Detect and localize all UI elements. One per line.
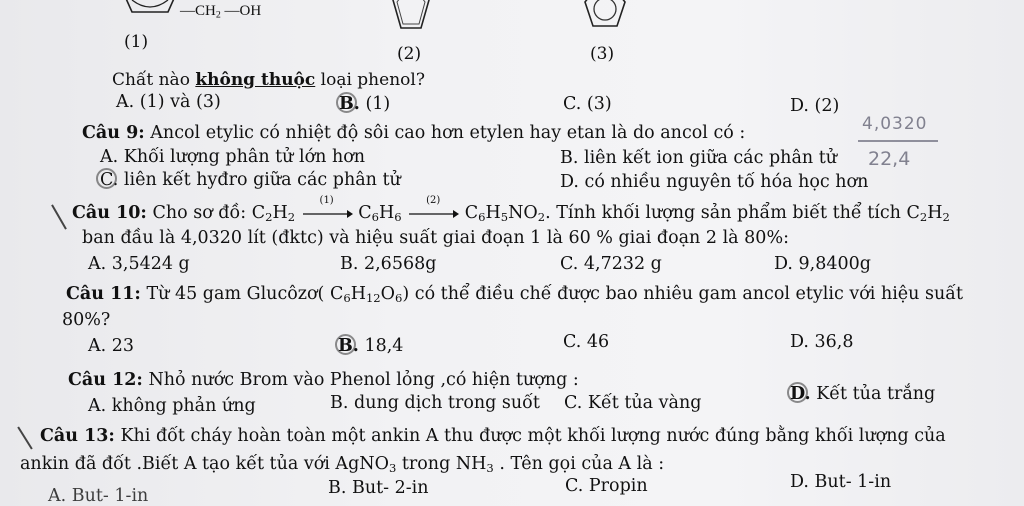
- question-10-stem: Câu 10: Cho sơ đồ: $C_2H_2$ (1) $C_6H_6$ (2) $C_6H_5NO_2$. Tính khối lượng sản phẩm biết thể tích $C_2H_2$: [72, 194, 950, 224]
- question-8-stem: Chất nào không thuộc loại phenol?: [112, 70, 425, 90]
- reaction-arrow-1: (1): [301, 207, 353, 221]
- structure-3-benzene: [581, 0, 629, 40]
- structure-1-benzene-ring: [118, 0, 188, 28]
- q12-option-a[interactable]: A. không phản ứng: [88, 396, 256, 416]
- question-12-stem: Câu 12: Nhỏ nước Brom vào Phenol lỏng ,có hiện tượng :: [68, 370, 579, 390]
- pen-tick-mark: [51, 204, 67, 229]
- q11-option-d[interactable]: D. 36,8: [790, 332, 854, 352]
- q10-option-b[interactable]: B. 2,6568g: [340, 254, 437, 274]
- handwritten-4-0320: 4,0320: [862, 114, 928, 134]
- structure-label-1: (1): [124, 32, 149, 52]
- q8-option-a[interactable]: A. (1) và (3): [116, 92, 221, 112]
- q13-option-d[interactable]: D. But- 1-in: [790, 472, 892, 492]
- q11-option-c[interactable]: C. 46: [563, 332, 610, 352]
- q10-option-a[interactable]: A. 3,5424 g: [88, 254, 190, 274]
- q11-option-b[interactable]: B. 18,4: [338, 338, 403, 356]
- q12-option-b[interactable]: B. dung dịch trong suốt: [330, 393, 540, 413]
- reaction-arrow-2: (2): [407, 207, 459, 221]
- answer-mark-circle: [787, 382, 808, 403]
- q13-option-b[interactable]: B. But- 2-in: [328, 478, 429, 498]
- question-11-stem: Câu 11: Từ 45 gam Glucôzơ( $C_6H_{12}O_6$) có thể điều chế được bao nhiêu gam ancol etylic với hiệu suất: [66, 284, 964, 305]
- question-10-line-2: ban đầu là 4,0320 lít (đktc) và hiệu suất giai đoạn 1 là 60 % giai đoạn 2 là 80%:: [82, 228, 789, 248]
- structure-1-formula: $—CH_2$ —OH: [180, 3, 262, 21]
- q10-option-c[interactable]: C. 4,7232 g: [560, 254, 662, 274]
- q9-option-d[interactable]: D. có nhiều nguyên tố hóa học hơn: [560, 172, 869, 192]
- structure-label-3: (3): [590, 44, 615, 64]
- q8-option-d[interactable]: D. (2): [790, 96, 840, 116]
- q9-option-a[interactable]: A. Khối lượng phân tử lớn hơn: [100, 147, 366, 167]
- structure-label-2: (2): [397, 44, 422, 64]
- q11-option-a[interactable]: A. 23: [88, 336, 135, 356]
- question-13-stem: Câu 13: Khi đốt cháy hoàn toàn một ankin A thu được một khối lượng nước đúng bằng khối lượng của: [40, 426, 946, 446]
- pen-tick-mark: [17, 426, 32, 449]
- q8-option-b[interactable]: B. (1): [339, 96, 390, 114]
- q13-option-a-partial[interactable]: A. But- 1-in: [48, 486, 149, 506]
- q12-option-d[interactable]: D. Kết tủa trắng: [790, 386, 935, 404]
- q13-option-c[interactable]: C. Propin: [565, 476, 648, 496]
- question-13-line-2: ankin đã đốt .Biết A tạo kết tủa với AgNO$_3$ trong $NH_3$ . Tên gọi của A là :: [20, 454, 665, 475]
- q12-option-c[interactable]: C. Kết tủa vàng: [564, 393, 702, 413]
- q9-option-b[interactable]: B. liên kết ion giữa các phân tử: [560, 148, 838, 168]
- answer-mark-circle: [335, 334, 356, 355]
- structure-2-cyclohexane: [387, 0, 435, 40]
- handwritten-fraction-bar: [858, 140, 938, 142]
- question-11-line-2: 80%?: [62, 310, 111, 330]
- q10-option-d[interactable]: D. 9,8400g: [774, 254, 871, 274]
- question-9-stem: Câu 9: Ancol etylic có nhiệt độ sôi cao hơn etylen hay etan là do ancol có :: [82, 123, 746, 143]
- answer-mark-circle: [96, 168, 117, 189]
- answer-mark-circle: [336, 92, 357, 113]
- handwritten-22-4: 22,4: [868, 148, 911, 170]
- q8-option-c[interactable]: C. (3): [563, 94, 612, 114]
- q9-option-c[interactable]: C. liên kết hyđro giữa các phân tử: [100, 172, 401, 190]
